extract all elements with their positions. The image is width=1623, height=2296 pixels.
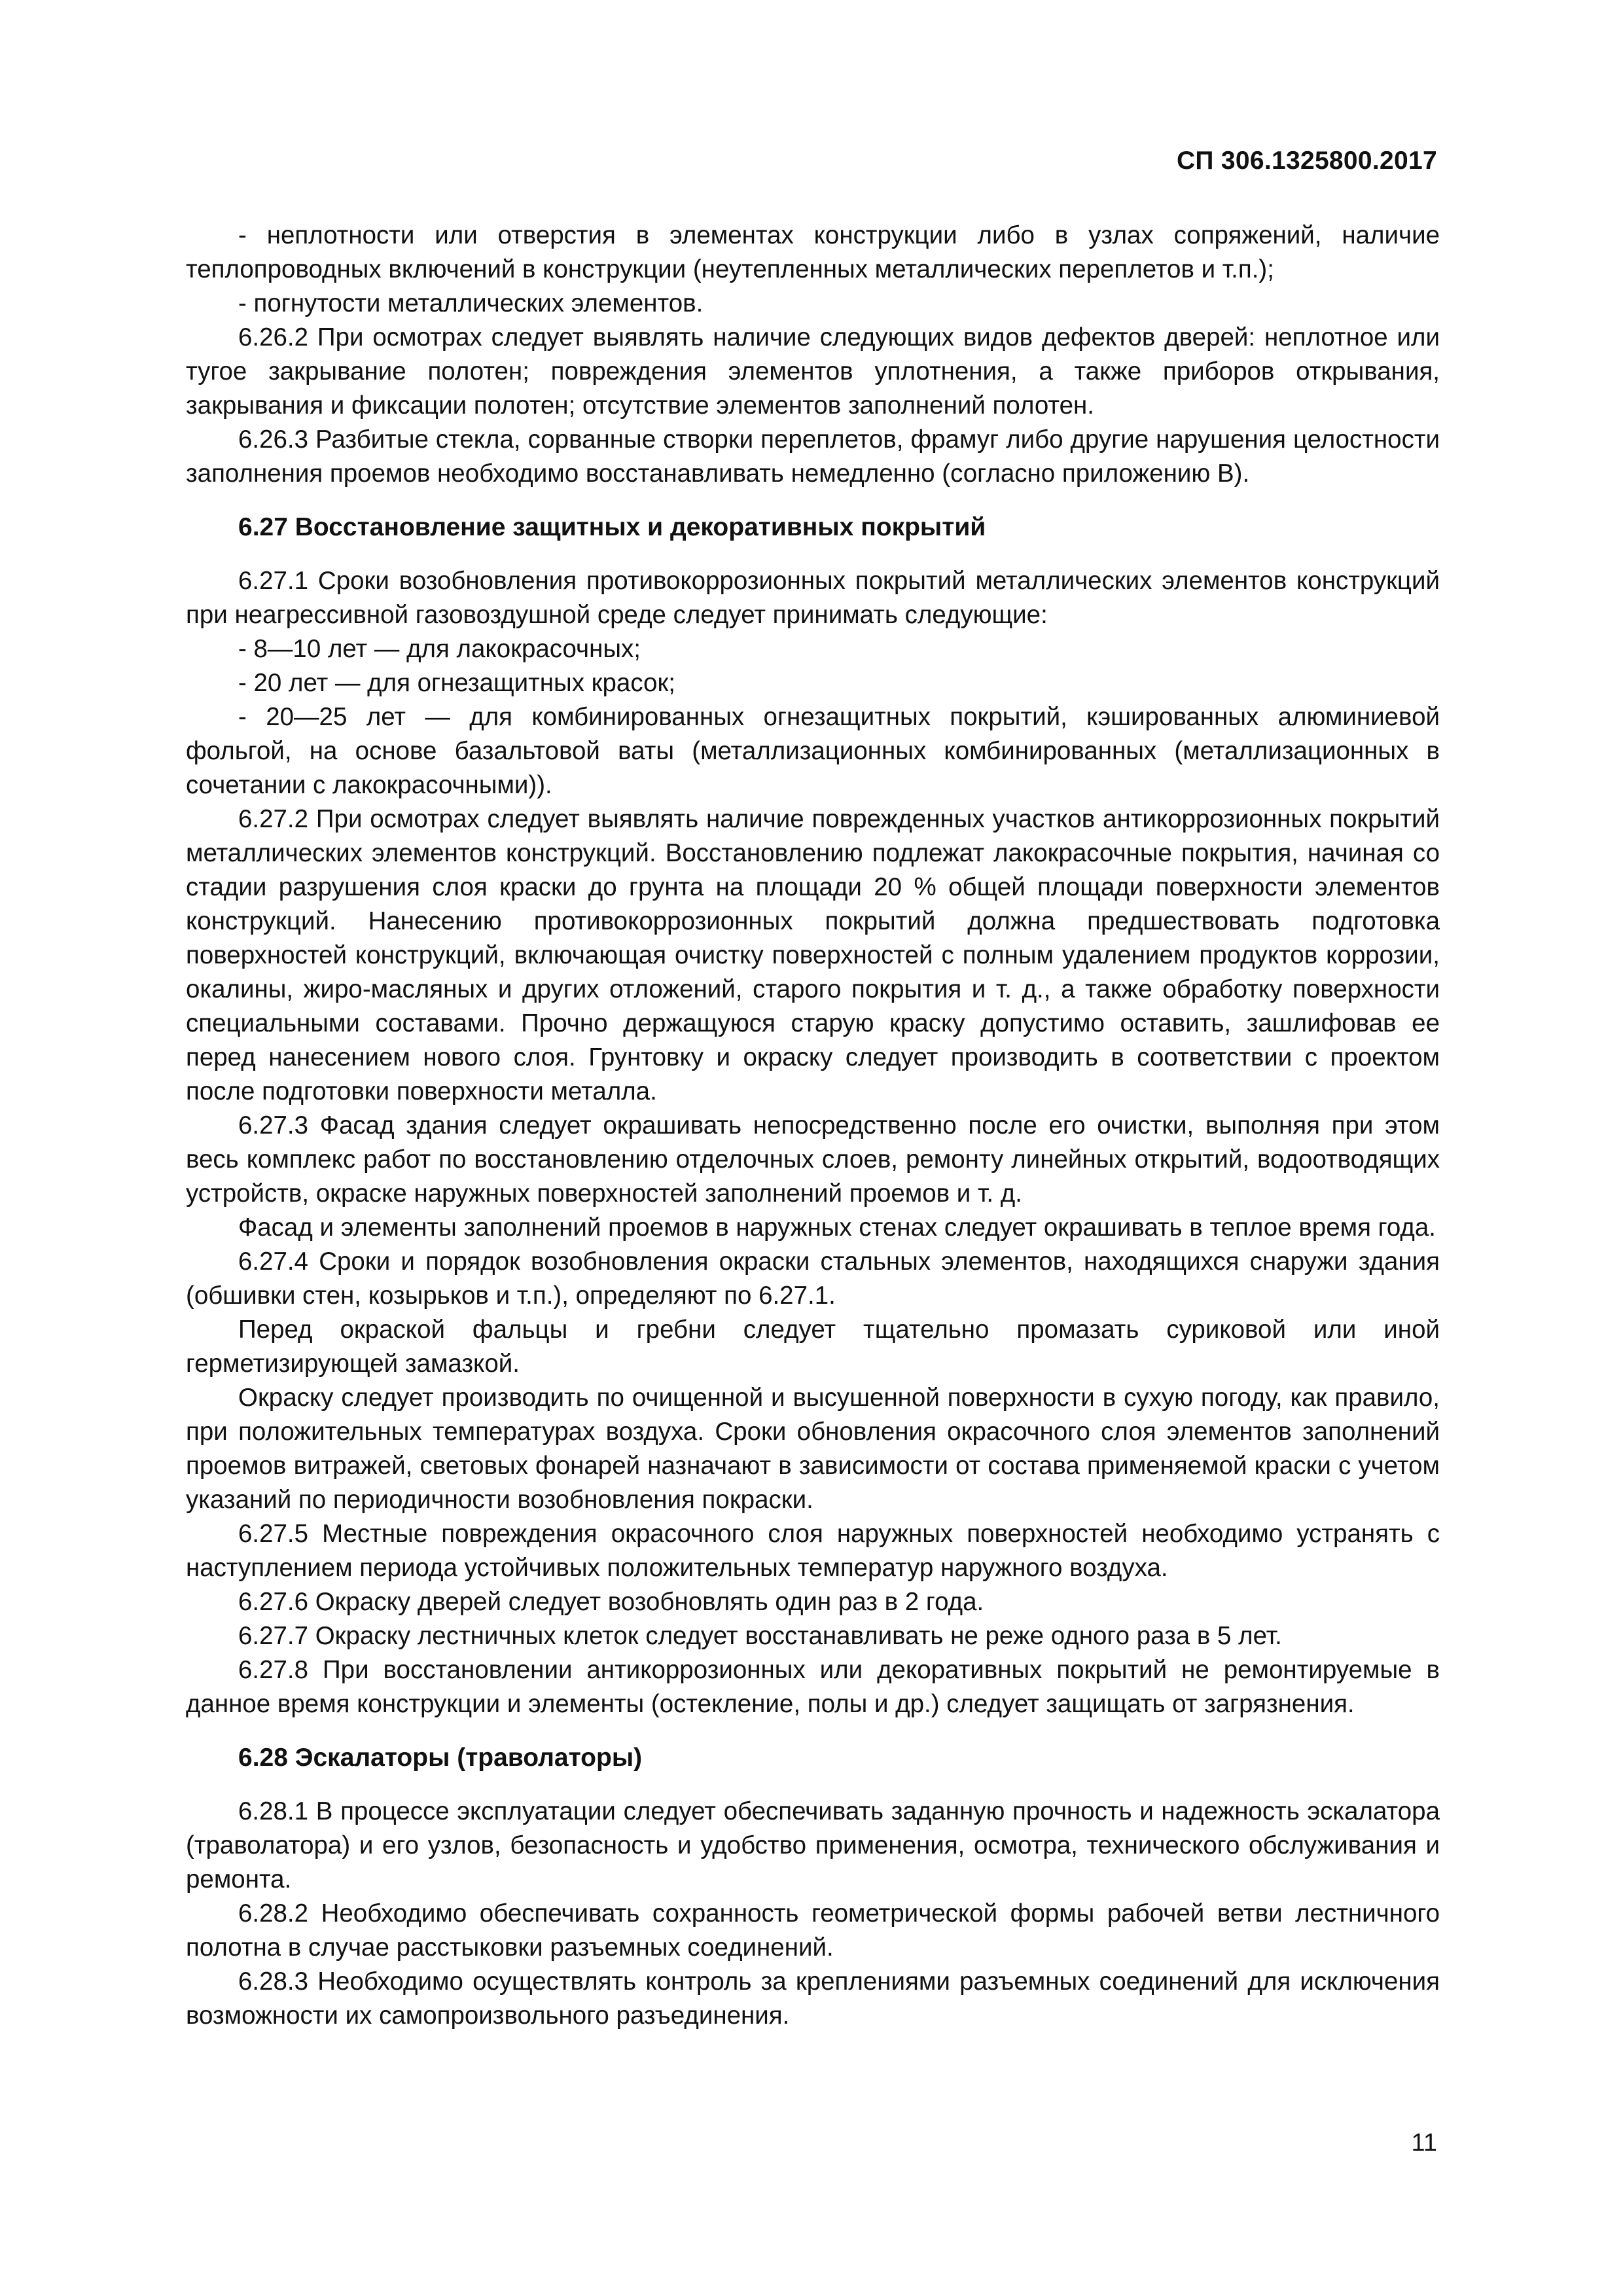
paragraph: 6.28.1 В процессе эксплуатации следует обеспечивать заданную прочность и надежность эскалатора (траволатора) и его узлов, безопасность и удобство применения, осмотра, технического обслуживания и ремонта.: [186, 1797, 1440, 1893]
paragraph: 6.27.1 Сроки возобновления противокоррозионных покрытий металлических элементов конструкций при неагрессивной газовоздушной среде следует принимать следующие:: [186, 567, 1440, 629]
paragraph: 6.27.3 Фасад здания следует окрашивать непосредственно после его очистки, выполняя при этом весь комплекс работ по восстановлению отделочных слоев, ремонту линейных открытий, водоотводящих устройств, окраске наружных поверхностей заполнений проемов и т. д.: [186, 1111, 1440, 1208]
paragraph: 6.27.7 Окраску лестничных клеток следует восстанавливать не реже одного раза в 5 лет.: [238, 1622, 1282, 1650]
paragraph: Фасад и элементы заполнений проемов в наружных стенах следует окрашивать в теплое время года.: [238, 1213, 1436, 1242]
paragraph: - погнутости металлических элементов.: [238, 289, 704, 317]
paragraph: 6.26.3 Разбитые стекла, сорванные створки переплетов, фрамуг либо другие нарушения целостности заполнения проемов необходимо восстанавливать немедленно (согласно приложению В).: [186, 425, 1440, 488]
paragraph: 6.27.8 При восстановлении антикоррозионных или декоративных покрытий не ремонтируемые в данное время конструкции и элементы (остекление, полы и др.) следует защищать от загрязнения.: [186, 1656, 1440, 1718]
paragraph: 6.26.2 При осмотрах следует выявлять наличие следующих видов дефектов дверей: неплотное или тугое закрывание полотен; повреждения элементов уплотнения, а также приборов открывания, закрывания и фиксации полотен; отсутствие элементов заполнений полотен.: [186, 323, 1440, 420]
section-heading: 6.27 Восстановление защитных и декоративных покрытий: [238, 513, 986, 541]
paragraph: 6.28.2 Необходимо обеспечивать сохранность геометрической формы рабочей ветви лестничного полотна в случае расстыковки разъемных соединений.: [186, 1899, 1440, 1962]
list-item: - 20—25 лет — для комбинированных огнезащитных покрытий, кэшированных алюминиевой фольгой, на основе базальтовой ваты (металлизационных комбинированных (металлизационных в сочетании с лакокрасочными)).: [186, 703, 1440, 799]
document-body: [186, 219, 1440, 2033]
paragraph: - неплотности или отверстия в элементах конструкции либо в узлах сопряжений, наличие теплопроводных включений в конструкции (неутепленных металлических переплетов и т.п.);: [186, 221, 1440, 283]
paragraph: Окраску следует производить по очищенной и высушенной поверхности в сухую погоду, как правило, при положительных температурах воздуха. Сроки обновления окрасочного слоя элементов заполнений проемов витражей, световых фонарей назначают в зависимости от состава применяемой краски с учетом указаний по периодичности возобновления покраски.: [186, 1384, 1440, 1514]
paragraph: 6.27.5 Местные повреждения окрасочного слоя наружных поверхностей необходимо устранять с наступлением периода устойчивых положительных температур наружного воздуха.: [186, 1520, 1440, 1582]
paragraph: 6.27.4 Сроки и порядок возобновления окраски стальных элементов, находящихся снаружи здания (обшивки стен, козырьков и т.п.), определяют по 6.27.1.: [186, 1247, 1440, 1310]
section-heading: 6.28 Эскалаторы (траволаторы): [238, 1744, 643, 1772]
paragraph: 6.28.3 Необходимо осуществлять контроль за креплениями разъемных соединений для исключения возможности их самопроизвольного разъединения.: [186, 1967, 1440, 2030]
paragraph: Перед окраской фальцы и гребни следует тщательно промазать суриковой или иной герметизирующей замазкой.: [186, 1316, 1440, 1378]
paragraph: 6.27.6 Окраску дверей следует возобновлять один раз в 2 года.: [238, 1588, 984, 1616]
paragraph: 6.27.2 При осмотрах следует выявлять наличие поврежденных участков антикоррозионных покрытий металлических элементов конструкций. Восстановлению подлежат лакокрасочные покрытия, начиная со стадии разрушения слоя краски до грунта на площади 20 % общей площади поверхности элементов конструкций. Нанесению противокоррозионных покрытий должна предшествовать подготовка поверхностей конструкций, включающая очистку поверхностей с полным удалением продуктов коррозии, окалины, жиро-масляных и других отложений, старого покрытия и т. д., а также обработку поверхности специальными составами. Прочно держащуюся старую краску допустимо оставить, зашлифовав ее перед нанесением нового слоя. Грунтовку и окраску следует производить в соответствии с проектом после подготовки поверхности металла.: [186, 805, 1440, 1105]
document-code: СП 306.1325800.2017: [1176, 147, 1437, 175]
list-item: - 8—10 лет — для лакокрасочных;: [238, 635, 641, 663]
list-item: - 20 лет — для огнезащитных красок;: [238, 669, 675, 697]
page-number: 11: [1411, 2129, 1437, 2157]
